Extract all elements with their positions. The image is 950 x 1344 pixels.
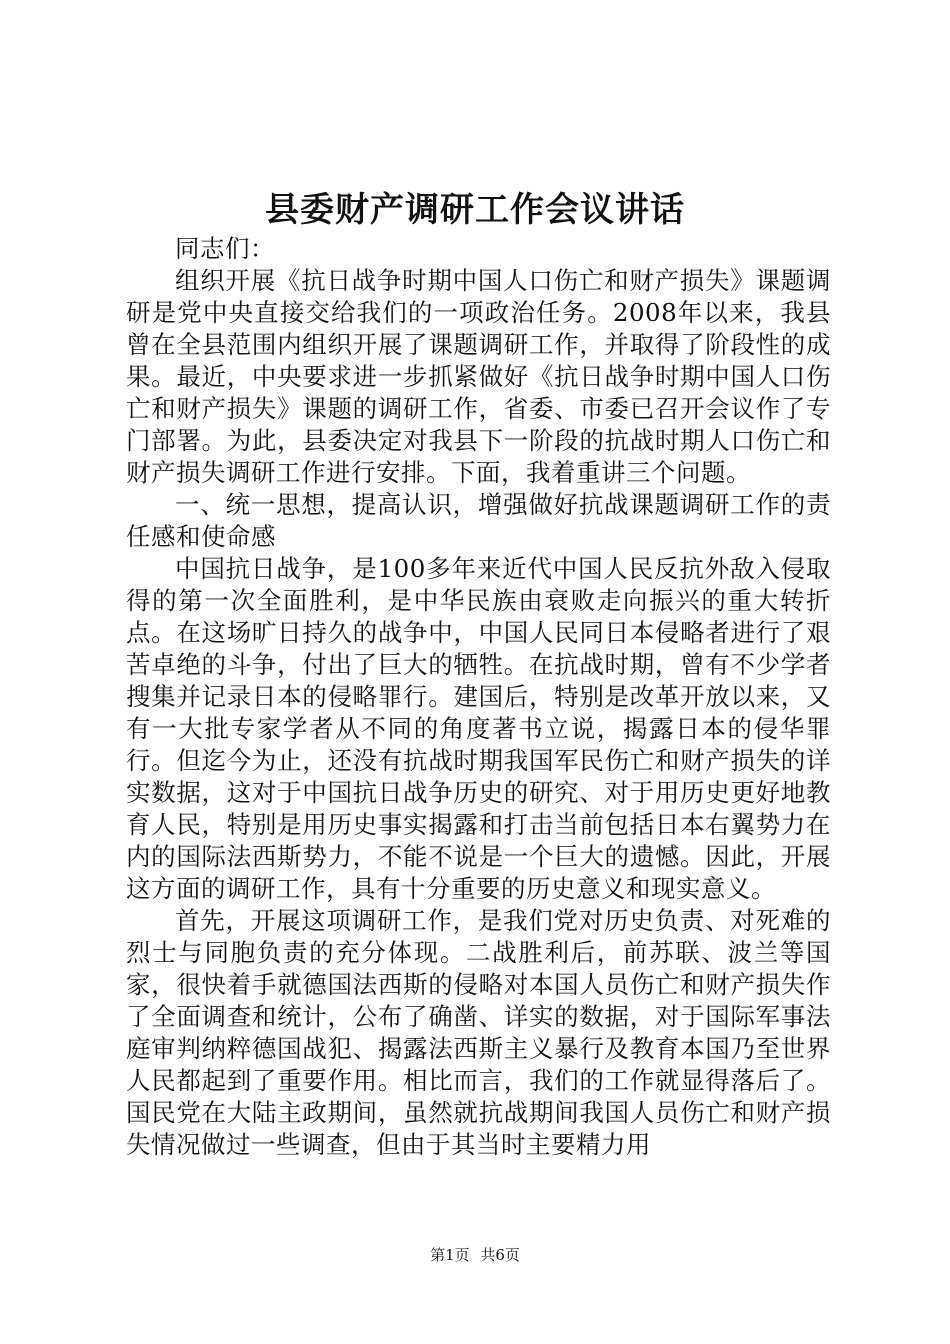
- salutation-paragraph: 同志们：: [175, 234, 275, 263]
- page-footer: [0, 1245, 950, 1265]
- document-body: [126, 233, 831, 1161]
- intro-paragraph: 组织开展《抗日战争时期中国人口伤亡和财产损失》课题调研是党中央直接交给我们的一项政治任务。2008年以来，我县曾在全县范围内组织开展了课题调研工作，并取得了阶段性的成果。最近，中央要求进一步抓紧做好《抗日战争时期中国人口伤亡和财产损失》课题的调研工作，省委、市委已召开会议作了专门部署。为此，县委决定对我县下一阶段的抗战时期人口伤亡和财产损失调研工作进行安排。下面，我着重讲三个问题。: [126, 266, 831, 487]
- body-paragraph: 中国抗日战争，是100多年来近代中国人民反抗外敌入侵取得的第一次全面胜利，是中华民族由衰败走向振兴的重大转折点。在这场旷日持久的战争中，中国人民同日本侵略者进行了艰苦卓绝的斗争，付出了巨大的牺牲。在抗战时期，曾有不少学者搜集并记录日本的侵略罪行。建国后，特别是改革开放以来，又有一大批专家学者从不同的角度著书立说，揭露日本的侵华罪行。但迄今为止，还没有抗战时期我国军民伤亡和财产损失的详实数据，这对于中国抗日战争历史的研究、对于用历史更好地教育人民，特别是用历史事实揭露和打击当前包括日本右翼势力在内的国际法西斯势力，不能不说是一个巨大的遗憾。因此，开展这方面的调研工作，具有十分重要的历史意义和现实意义。: [126, 554, 831, 903]
- document-title: 县委财产调研工作会议讲话: [265, 190, 685, 230]
- body-paragraph: 首先，开展这项调研工作，是我们党对历史负责、对死难的烈士与同胞负责的充分体现。二战胜利后，前苏联、波兰等国家，很快着手就德国法西斯的侵略对本国人员伤亡和财产损失作了全面调查和统计，公布了确凿、详实的数据，对于国际军事法庭审判纳粹德国战犯、揭露法西斯主义暴行及教育本国乃至世界人民都起到了重要作用。相比而言，我们的工作就显得落后了。国民党在大陆主政期间，虽然就抗战期间我国人员伤亡和财产损失情况做过一些调查，但由于其当时主要精力用: [126, 906, 831, 1159]
- section-heading: 一、统一思想，提高认识，增强做好抗战课题调研工作的责任感和使命感: [126, 490, 831, 551]
- page-total: 共6页: [480, 1246, 520, 1264]
- page-number: 第1页: [430, 1246, 470, 1264]
